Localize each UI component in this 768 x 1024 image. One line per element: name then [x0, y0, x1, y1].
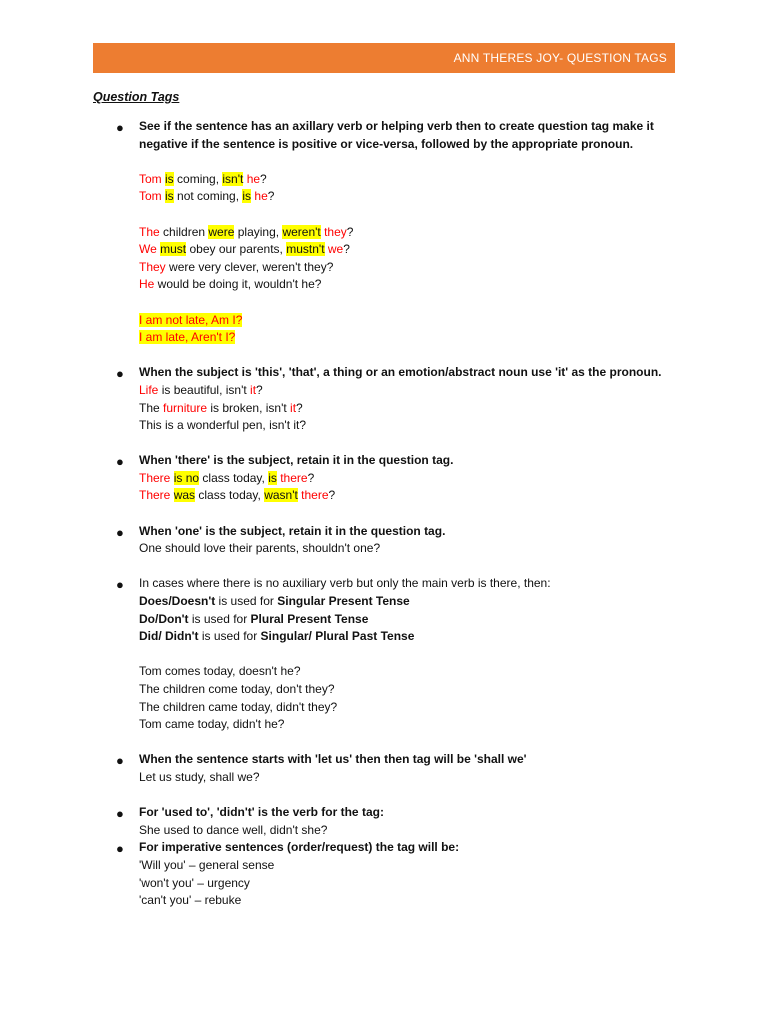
rule-text: For imperative sentences (order/request) the tag will be: — [139, 840, 460, 855]
page-header-bar — [93, 43, 675, 73]
example-line: The children came today, didn't they? — [139, 699, 338, 714]
rule-imperative — [116, 839, 679, 909]
bullet-icon: ● — [116, 841, 124, 857]
rule-one-subject — [116, 523, 679, 576]
example-line: He would be doing it, wouldn't he? — [139, 277, 322, 292]
header-title: ANN THERES JOY- QUESTION TAGS — [453, 51, 667, 65]
rule-auxiliary-verb — [116, 118, 679, 364]
bullet-icon: ● — [116, 454, 124, 470]
example-line: The furniture is broken, isn't it? — [139, 400, 303, 415]
tense-line: Did/ Didn't is used for Singular/ Plural Past Tense — [139, 629, 415, 644]
example-line: One should love their parents, shouldn't one? — [139, 541, 381, 556]
rule-text: For 'used to', 'didn't' is the verb for the tag: — [139, 805, 384, 820]
example-line: I am not late, Am I? — [139, 312, 243, 327]
example-line: Life is beautiful, isn't it? — [139, 382, 263, 397]
example-line: They were very clever, weren't they? — [139, 259, 334, 274]
rule-there-subject — [116, 452, 679, 522]
bullet-icon: ● — [116, 806, 124, 822]
rule-text: In cases where there is no auxiliary verb but only the main verb is there, then: — [139, 576, 551, 591]
bullet-icon: ● — [116, 577, 124, 593]
example-line: 'won't you' – urgency — [139, 875, 250, 890]
example-line: 'Will you' – general sense — [139, 857, 275, 872]
rule-text: See if the sentence has an axillary verb or helping verb then to create question tag make it negative if the sentence is positive or vice-versa, followed by the appropriate pronoun. — [139, 119, 654, 151]
tense-line: Does/Doesn't is used for Singular Present Tense — [139, 594, 410, 609]
bullet-icon: ● — [116, 120, 124, 135]
example-line: There was class today, wasn't there? — [139, 488, 336, 503]
rule-no-auxiliary — [116, 575, 679, 751]
rule-let-us — [116, 751, 679, 804]
rule-text: When 'there' is the subject, retain it in the question tag. — [139, 453, 454, 468]
bullet-icon: ● — [116, 366, 124, 382]
example-line: She used to dance well, didn't she? — [139, 822, 328, 837]
rule-it-pronoun — [116, 364, 679, 452]
bullet-icon: ● — [116, 753, 124, 769]
example-line: There is no class today, is there? — [139, 470, 315, 485]
example-line: The children come today, don't they? — [139, 682, 335, 696]
example-line: 'can't you' – rebuke — [139, 893, 242, 908]
example-line: We must obey our parents, mustn't we? — [139, 242, 350, 257]
example-line: Let us study, shall we? — [139, 769, 260, 784]
tense-line: Do/Don't is used for Plural Present Tense — [139, 611, 369, 626]
example-line: I am late, Aren't I? — [139, 330, 236, 345]
rule-used-to — [116, 804, 679, 839]
example-line: The children were playing, weren't they? — [139, 224, 354, 239]
document-title: Question Tags — [93, 90, 180, 104]
example-line: Tom comes today, doesn't he? — [139, 664, 301, 679]
bullet-icon: ● — [116, 524, 124, 540]
rule-text: When the subject is 'this', 'that', a thing or an emotion/abstract noun use 'it' as the pronoun. — [139, 365, 662, 380]
example-line: Tom is not coming, is he? — [139, 189, 275, 204]
example-line: Tom came today, didn't he? — [139, 717, 285, 732]
document-body — [116, 118, 679, 910]
rule-text: When the sentence starts with 'let us' then then tag will be 'shall we' — [139, 752, 527, 767]
example-line: This is a wonderful pen, isn't it? — [139, 418, 307, 433]
rule-text: When 'one' is the subject, retain it in the question tag. — [139, 523, 446, 538]
example-line: Tom is coming, isn't he? — [139, 171, 267, 186]
